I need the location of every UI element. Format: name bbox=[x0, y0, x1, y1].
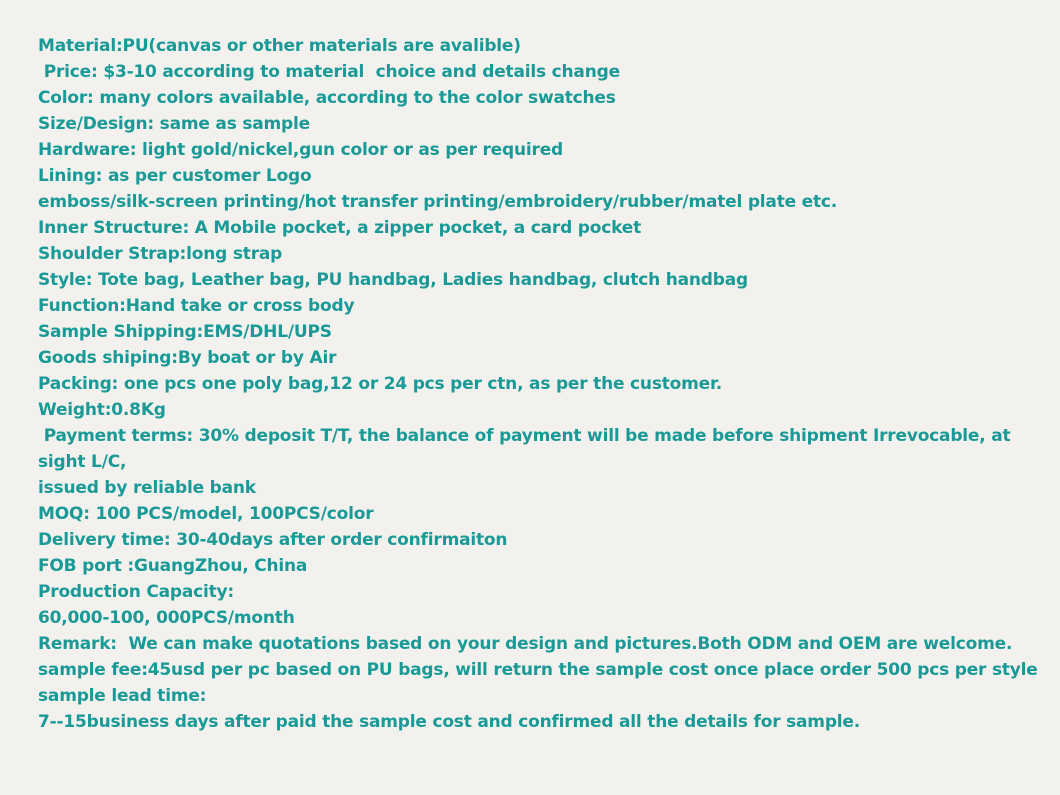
spec-sample-fee: sample fee:45usd per pc based on PU bags, will return the sample cost once place order 500 pcs per style bbox=[38, 660, 1038, 680]
spec-payment-terms-cont: issued by reliable bank bbox=[38, 478, 256, 498]
spec-lining: Lining: as per customer Logo bbox=[38, 166, 312, 186]
spec-logo-methods: emboss/silk-screen printing/hot transfer printing/embroidery/rubber/matel plate etc. bbox=[38, 192, 838, 212]
spec-color: Color: many colors available, according to the color swatches bbox=[38, 88, 616, 108]
spec-style: Style: Tote bag, Leather bag, PU handbag, Ladies handbag, clutch handbag bbox=[38, 270, 748, 290]
spec-size-design: Size/Design: same as sample bbox=[38, 114, 310, 134]
spec-payment-terms: Payment terms: 30% deposit T/T, the balance of payment will be made before shipment Irrevocable, at sight L/C, bbox=[38, 426, 1017, 472]
spec-sample-lead-time: sample lead time: bbox=[38, 686, 207, 706]
product-spec-sheet bbox=[38, 33, 1054, 735]
spec-packing: Packing: one pcs one poly bag,12 or 24 pcs per ctn, as per the customer. bbox=[38, 374, 723, 394]
spec-inner-structure: Inner Structure: A Mobile pocket, a zipper pocket, a card pocket bbox=[38, 218, 642, 238]
spec-production-capacity: Production Capacity: bbox=[38, 582, 235, 602]
spec-function: Function:Hand take or cross body bbox=[38, 296, 355, 316]
spec-moq: MOQ: 100 PCS/model, 100PCS/color bbox=[38, 504, 374, 524]
spec-shoulder-strap: Shoulder Strap:long strap bbox=[38, 244, 283, 264]
spec-hardware: Hardware: light gold/nickel,gun color or as per required bbox=[38, 140, 563, 160]
spec-material: Material:PU(canvas or other materials are avalible) bbox=[38, 36, 521, 56]
spec-goods-shipping: Goods shiping:By boat or by Air bbox=[38, 348, 337, 368]
spec-sample-shipping: Sample Shipping:EMS/DHL/UPS bbox=[38, 322, 332, 342]
spec-production-capacity-value: 60,000-100, 000PCS/month bbox=[38, 608, 295, 628]
spec-remark: Remark: We can make quotations based on your design and pictures.Both ODM and OEM are welcome. bbox=[38, 634, 1013, 654]
spec-delivery-time: Delivery time: 30-40days after order confirmaiton bbox=[38, 530, 508, 550]
spec-fob-port: FOB port :GuangZhou, China bbox=[38, 556, 308, 576]
spec-sample-lead-time-value: 7--15business days after paid the sample cost and confirmed all the details for sample. bbox=[38, 712, 861, 732]
spec-price: Price: $3-10 according to material choice and details change bbox=[38, 62, 620, 82]
spec-weight: Weight:0.8Kg bbox=[38, 400, 166, 420]
